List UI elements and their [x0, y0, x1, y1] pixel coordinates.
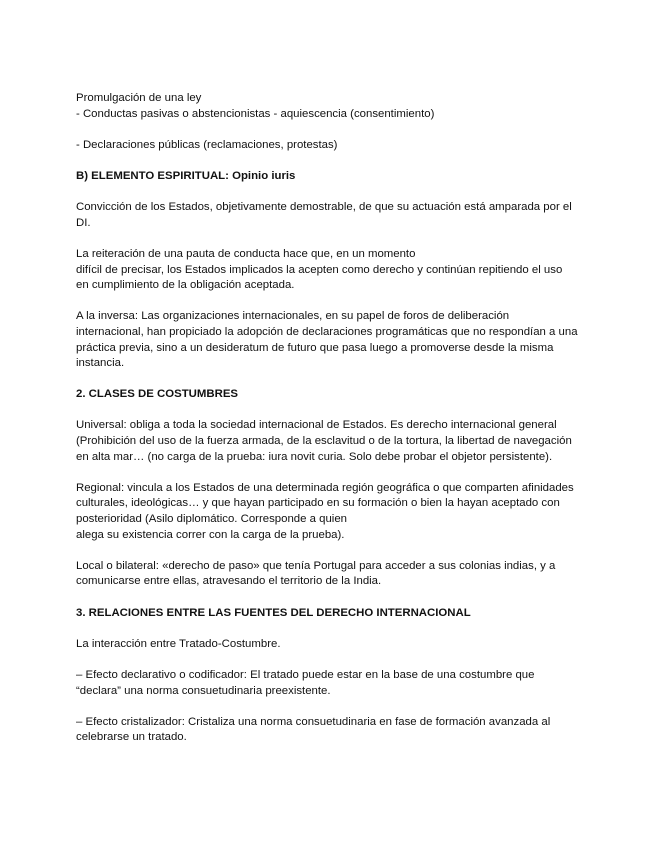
section-2-heading: 2. CLASES DE COSTUMBRES — [76, 388, 239, 401]
spacer — [76, 465, 578, 481]
section-b-paragraph-inversa: A la inversa: Las organizaciones internacionales, en su papel de foros de deliberación internacional, han propiciado la adopción de declaraciones programáticas que no respondían a una práctica previa, sino a un desideratum de futuro que pasa luego a promoverse desde la misma instancia. — [76, 310, 578, 370]
spacer — [76, 621, 578, 637]
intro-line-declaraciones: - Declaraciones públicas (reclamaciones, protestas) — [76, 138, 338, 151]
section-b-paragraph-conviccion: Convicción de los Estados, objetivamente demostrable, de que su actuación está amparada por el DI. — [76, 201, 572, 229]
section-b-paragraph-reiteracion — [76, 247, 578, 294]
section-3-intro: La interacción entre Tratado-Costumbre. — [76, 637, 281, 650]
intro-block — [76, 91, 578, 122]
intro-line-conductas: - Conductas pasivas o abstencionistas - aquiescencia (consentimiento) — [76, 107, 435, 120]
reiteracion-line-1: La reiteración de una pauta de conducta hace que, en un momento — [76, 247, 416, 260]
spacer — [76, 652, 578, 668]
spacer — [76, 590, 578, 606]
spacer — [76, 543, 578, 559]
reiteracion-line-2: difícil de precisar, los Estados implicados la acepten como derecho y continúan repitiendo el uso en cumplimiento de la obligación aceptada. — [76, 263, 563, 292]
costumbre-universal: Universal: obliga a toda la sociedad internacional de Estados. Es derecho internacional general (Prohibición del uso de la fuerza armada, de la esclavitud o de la tortura, la libertad de navegación en alta mar… (no carga de la prueba: iura novit curia. Solo debe probar el objetor persistente). — [76, 419, 572, 463]
document-page — [76, 91, 578, 746]
costumbre-regional — [76, 481, 578, 543]
spacer — [76, 699, 578, 715]
intro-line-promulgacion: Promulgación de una ley — [76, 92, 202, 104]
spacer — [76, 403, 578, 419]
section-3-heading: 3. RELACIONES ENTRE LAS FUENTES DEL DERECHO INTERNACIONAL — [76, 606, 471, 619]
spacer — [76, 122, 578, 138]
regional-part-1: Regional: vincula a los Estados de una determinada región geográfica o que comparten afinidades culturales, ideológicas… y que hayan participado en su formación o bien la hayan aceptado con posterioridad (Asilo diplomático. Corresponde a quien — [76, 481, 574, 526]
section-b-heading: B) ELEMENTO ESPIRITUAL: Opinio iuris — [76, 169, 296, 182]
efecto-cristalizador: – Efecto cristalizador: Cristaliza una norma consuetudinaria en fase de formación avanzada al celebrarse un tratado. — [76, 715, 551, 744]
spacer — [76, 231, 578, 247]
spacer — [76, 372, 578, 388]
costumbre-local: Local o bilateral: «derecho de paso» que tenía Portugal para acceder a sus colonias indias, y a comunicarse entre ellas, atravesando el territorio de la India. — [76, 559, 556, 588]
efecto-declarativo: – Efecto declarativo o codificador: El tratado puede estar en la base de una costumbre que “declara” una norma consuetudinaria preexistente. — [76, 668, 535, 697]
spacer — [76, 153, 578, 169]
spacer — [76, 294, 578, 310]
spacer — [76, 185, 578, 201]
regional-part-2: alega su existencia correr con la carga de la prueba). — [76, 528, 345, 541]
